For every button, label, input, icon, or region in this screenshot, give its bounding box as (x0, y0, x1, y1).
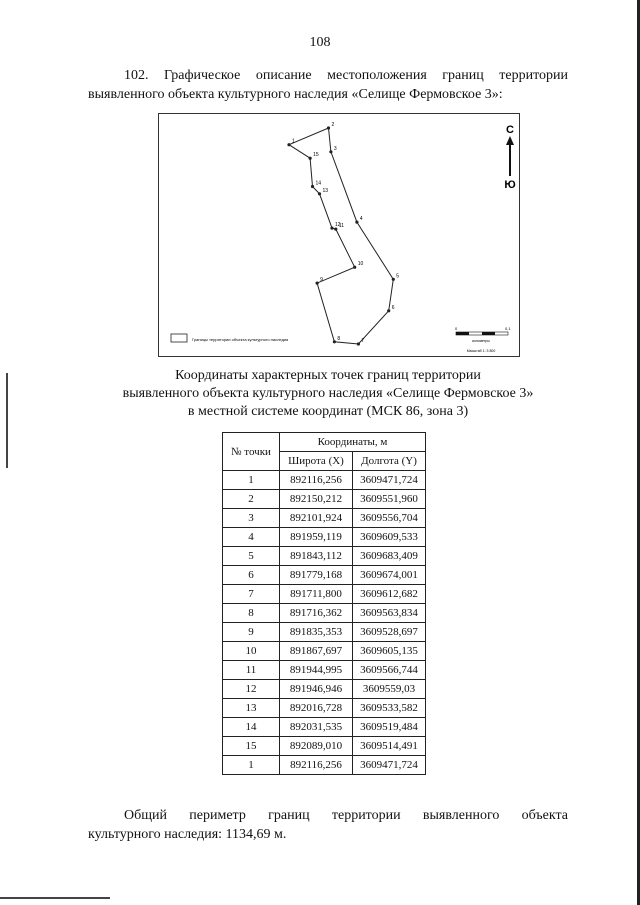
boundary-point (355, 221, 358, 224)
boundary-point (333, 340, 336, 343)
boundary-point-label: 10 (357, 261, 364, 268)
boundary-point-label: 12 (335, 222, 341, 229)
table-row (223, 623, 426, 642)
scale-start: 0 (455, 326, 458, 331)
boundary-point-label: 2 (331, 122, 335, 128)
perimeter-line-2: культурного наследия: 1134,69 м. (88, 827, 287, 842)
territory-boundary (289, 128, 393, 344)
table-row (223, 680, 426, 699)
boundary-point (387, 309, 390, 312)
cell-point-number: 13 (223, 699, 280, 718)
boundary-point (357, 342, 360, 345)
cell-longitude: 3609519,484 (353, 718, 426, 737)
page-number: 108 (309, 35, 331, 50)
boundary-point (287, 143, 290, 146)
cell-latitude: 892101,924 (280, 509, 353, 528)
perimeter-line-1: Общий периметр границ территории выявленного объекта (124, 808, 568, 823)
cell-point-number: 10 (223, 642, 280, 661)
boundary-point-label: 9 (320, 277, 323, 284)
boundary-point (309, 157, 312, 160)
boundary-point-label: 3 (333, 145, 337, 152)
heading-line-1: 102. Графическое описание местоположения границ территории (124, 68, 568, 83)
north-arrow-icon (504, 124, 515, 191)
north-label: С (506, 124, 514, 136)
cell-latitude: 891835,353 (280, 623, 353, 642)
header-coordinates: Координаты, м (280, 433, 426, 452)
cell-longitude: 3609612,682 (353, 585, 426, 604)
cell-latitude: 892016,728 (280, 699, 353, 718)
caption-line-1: Координаты характерных точек границ территории (175, 368, 481, 383)
cell-point-number: 2 (223, 490, 280, 509)
header-longitude: Долгота (Y) (353, 452, 426, 471)
cell-longitude: 3609609,533 (353, 528, 426, 547)
cell-latitude: 891711,800 (280, 585, 353, 604)
header-point-number: № точки (223, 433, 280, 471)
cell-point-number: 11 (223, 661, 280, 680)
cell-point-number: 9 (223, 623, 280, 642)
cell-latitude: 892089,010 (280, 737, 353, 756)
cell-longitude: 3609551,960 (353, 490, 426, 509)
scale-end: 0,1 (505, 326, 511, 331)
boundary-point (353, 266, 356, 269)
cell-latitude: 891959,119 (280, 528, 353, 547)
table-row (223, 528, 426, 547)
table-row (223, 490, 426, 509)
map-legend (171, 334, 288, 342)
boundary-point-label: 4 (359, 216, 363, 223)
boundary-points (287, 122, 399, 346)
table-row (223, 604, 426, 623)
boundary-point-label: 5 (396, 273, 400, 280)
heading-line-2: выявленного объекта культурного наследия «Селище Фермовское 3»: (88, 87, 503, 102)
table-row (223, 547, 426, 566)
cell-latitude: 891843,112 (280, 547, 353, 566)
boundary-point (330, 227, 333, 230)
perimeter-text (88, 806, 568, 844)
caption-line-2: выявленного объекта культурного наследия «Селище Фермовское 3» (122, 386, 534, 401)
boundary-map-svg (159, 114, 519, 356)
boundary-point (327, 126, 330, 129)
scan-bottom-artifact (0, 897, 110, 899)
cell-latitude: 891946,946 (280, 680, 353, 699)
cell-point-number: 12 (223, 680, 280, 699)
table-row (223, 566, 426, 585)
cell-longitude: 3609533,582 (353, 699, 426, 718)
cell-longitude: 3609471,724 (353, 471, 426, 490)
cell-point-number: 15 (223, 737, 280, 756)
cell-point-number: 1 (223, 756, 280, 775)
boundary-point (329, 150, 332, 153)
boundary-point-label: 6 (391, 304, 395, 311)
cell-point-number: 7 (223, 585, 280, 604)
header-latitude: Широта (X) (280, 452, 353, 471)
south-label: Ю (504, 179, 516, 191)
cell-latitude: 892150,212 (280, 490, 353, 509)
cell-point-number: 1 (223, 471, 280, 490)
cell-longitude: 3609674,001 (353, 566, 426, 585)
cell-point-number: 14 (223, 718, 280, 737)
boundary-map (158, 113, 520, 357)
cell-latitude: 891944,995 (280, 661, 353, 680)
cell-longitude: 3609471,724 (353, 756, 426, 775)
table-row (223, 661, 426, 680)
boundary-point (316, 282, 319, 285)
coordinates-table (222, 432, 426, 775)
coordinates-table-body (223, 471, 426, 775)
table-row (223, 718, 426, 737)
boundary-point-label: 8 (337, 335, 341, 342)
table-row (223, 471, 426, 490)
table-row (223, 699, 426, 718)
table-row (223, 509, 426, 528)
boundary-point-label: 11 (338, 223, 345, 230)
cell-longitude: 3609683,409 (353, 547, 426, 566)
scale-unit: километры (472, 339, 490, 343)
boundary-point (392, 278, 395, 281)
cell-longitude: 3609514,491 (353, 737, 426, 756)
boundary-point (311, 185, 314, 188)
cell-longitude: 3609563,834 (353, 604, 426, 623)
cell-latitude: 891716,362 (280, 604, 353, 623)
cell-longitude: 3609566,744 (353, 661, 426, 680)
cell-point-number: 5 (223, 547, 280, 566)
section-heading (88, 66, 568, 104)
table-row (223, 585, 426, 604)
cell-longitude: 3609559,03 (353, 680, 426, 699)
boundary-point-label: 1 (292, 138, 295, 145)
caption-line-3: в местной системе координат (МСК 86, зона 3) (187, 404, 469, 419)
table-row (223, 642, 426, 661)
table-row (223, 756, 426, 775)
table-row (223, 737, 426, 756)
boundary-point-label: 7 (361, 338, 365, 344)
cell-longitude: 3609556,704 (353, 509, 426, 528)
cell-latitude: 891779,168 (280, 566, 353, 585)
cell-point-number: 3 (223, 509, 280, 528)
cell-longitude: 3609605,135 (353, 642, 426, 661)
scale-ratio: Масштаб 1: 3 800 (466, 349, 496, 353)
boundary-point-label: 14 (315, 180, 322, 187)
boundary-point-label: 13 (322, 187, 329, 194)
cell-point-number: 8 (223, 604, 280, 623)
cell-point-number: 6 (223, 566, 280, 585)
cell-point-number: 4 (223, 528, 280, 547)
boundary-point (318, 192, 321, 195)
scan-margin-artifact (6, 373, 8, 468)
cell-longitude: 3609528,697 (353, 623, 426, 642)
cell-latitude: 892116,256 (280, 756, 353, 775)
legend-swatch (171, 334, 187, 342)
legend-text: Границы территории объекта культурного наследия (192, 337, 289, 342)
boundary-point-label: 15 (313, 152, 319, 159)
scale-bar (455, 326, 511, 353)
cell-latitude: 892116,256 (280, 471, 353, 490)
table-caption (88, 367, 568, 421)
cell-latitude: 891867,697 (280, 642, 353, 661)
cell-latitude: 892031,535 (280, 718, 353, 737)
